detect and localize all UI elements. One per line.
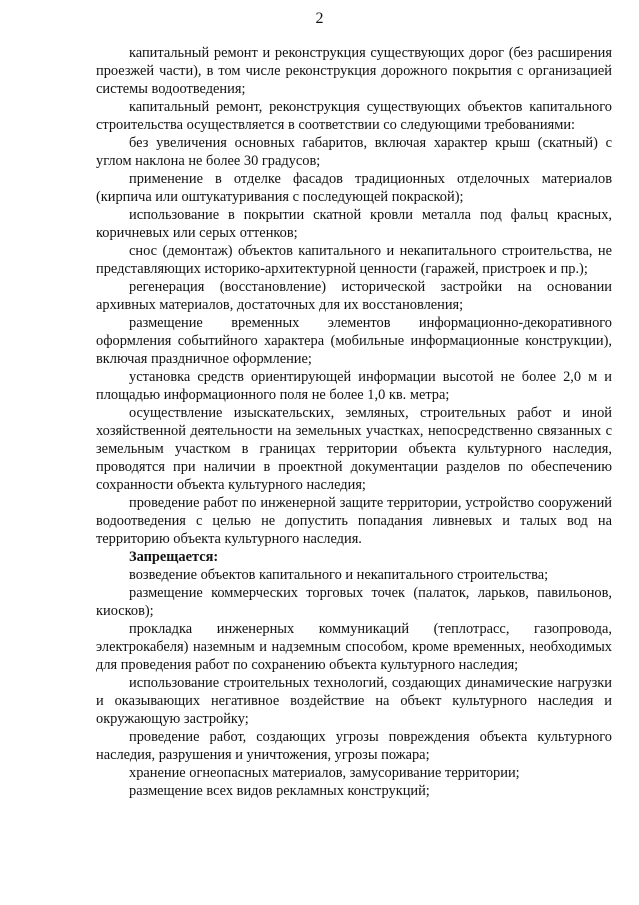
paragraph: применение в отделке фасадов традиционных отделочных материалов (кирпича или оштукатуривания с последующей покраской); (96, 171, 612, 205)
paragraph: размещение временных элементов информационно-декоративного оформления событийного характера (мобильные информационные конструкции), включая праздничное оформление; (96, 315, 612, 367)
paragraph: проведение работ, создающих угрозы повреждения объекта культурного наследия, разрушения и уничтожения, угрозы пожара; (96, 729, 612, 763)
paragraph: снос (демонтаж) объектов капитального и некапитального строительства, не представляющих историко-архитектурной ценности (гаражей, пристроек и пр.); (96, 243, 612, 277)
section-heading: Запрещается: (129, 549, 219, 565)
paragraph: использование в покрытии скатной кровли металла под фальц красных, коричневых или серых оттенков; (96, 207, 612, 241)
paragraph: прокладка инженерных коммуникаций (теплотрасс, газопровода, электрокабеля) наземным и надземным способом, кроме временных, необходимых для проведения работ по сохранению объекта культурного наследия; (96, 621, 612, 673)
paragraph: без увеличения основных габаритов, включая характер крыш (скатный) с углом наклона не более 30 градусов; (96, 135, 612, 169)
page-number: 2 (315, 10, 324, 27)
paragraph: возведение объектов капитального и некапитального строительства; (129, 567, 549, 583)
paragraph: осуществление изыскательских, земляных, строительных работ и иной хозяйственной деятельности на земельных участках, непосредственно связанных с земельным участком в границах территории объекта культурного наследия, проводятся при наличии в проектной документации разделов по обеспечению сохранности объекта культурного наследия; (96, 405, 612, 493)
paragraph: капитальный ремонт, реконструкция существующих объектов капитального строительства осуществляется в соответствии со следующими требованиями: (96, 99, 612, 133)
paragraph: проведение работ по инженерной защите территории, устройство сооружений водоотведения с целью не допустить попадания ливневых и талых вод на территорию объекта культурного наследия. (96, 495, 612, 547)
document-body (96, 44, 612, 800)
paragraph: использование строительных технологий, создающих динамические нагрузки и оказывающих негативное воздействие на объект культурного наследия и окружающую застройку; (96, 675, 612, 727)
paragraph: размещение коммерческих торговых точек (палаток, ларьков, павильонов, киосков); (96, 585, 612, 619)
paragraph: установка средств ориентирующей информации высотой не более 2,0 м и площадью информационного поля не более 1,0 кв. метра; (96, 369, 612, 403)
paragraph: капитальный ремонт и реконструкция существующих дорог (без расширения проезжей части), в том числе реконструкция дорожного покрытия с организацией системы водоотведения; (96, 45, 612, 97)
paragraph: хранение огнеопасных материалов, замусоривание территории; (129, 765, 520, 781)
paragraph: размещение всех видов рекламных конструкций; (129, 783, 430, 799)
paragraph: регенерация (восстановление) исторической застройки на основании архивных материалов, достаточных для их восстановления; (96, 279, 612, 313)
